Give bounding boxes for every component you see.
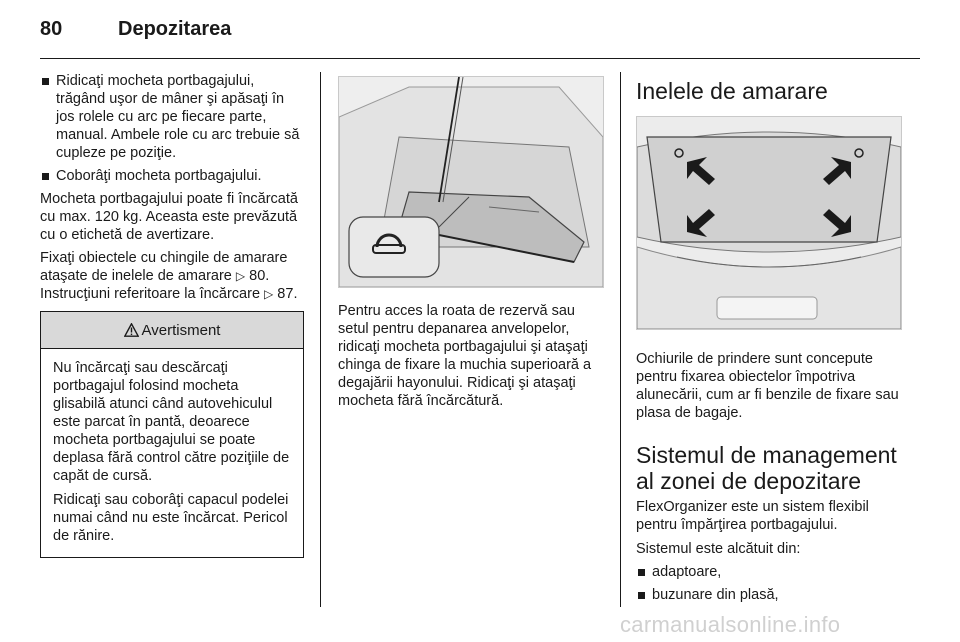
column-divider: [320, 72, 321, 607]
warning-text: Nu încărcaţi sau descărcaţi portbagajul folosind mocheta glisabilă atunci când autovehiculul este parcat în pantă, deoarece mocheta portbagajului se poate deplasa fără control către poziţiile de capăt de cursă.: [53, 360, 290, 484]
fastening-paragraph: Fixaţi obiectele cu chingile de amarare ataşate de inelele de amarare ▷ 80. Instrucţiuni referitoare la încărcare ▷ 87.: [40, 250, 298, 302]
page-number: 80: [40, 18, 63, 40]
column-middle: [338, 72, 604, 410]
warning-box: [40, 311, 304, 558]
component-list: [636, 563, 902, 604]
bullet-icon: [638, 569, 645, 576]
warning-body: [41, 349, 303, 557]
column-right: [636, 72, 902, 609]
load-capacity-paragraph: Mocheta portbagajului poate fi încărcată cu max. 120 kg. Aceasta este prevăzută cu o etichetă de avertizare.: [40, 191, 298, 243]
list-item: buzunare din plasă,: [636, 586, 902, 604]
page-header: [40, 10, 920, 56]
list-item: Ridicaţi mocheta portbagajului, trăgând uşor de mâner şi apăsaţi în jos rolele cu arc pe fiecare parte, manual. Ambele role cu arc trebuie să cupleze pe poziţie.: [40, 72, 304, 162]
triangle-ref-icon[interactable]: ▷: [235, 269, 246, 283]
flexorganizer-paragraph: FlexOrganizer este un sistem flexibil pentru împărţirea portbagajului.: [636, 499, 869, 533]
column-left: [40, 72, 304, 558]
instruction-list: [40, 72, 304, 185]
list-item: Coborâţi mocheta portbagajului.: [40, 167, 304, 185]
figure-caption: Pentru acces la roata de rezervă sau setul pentru depanarea anvelopelor, ridicaţi mocheta portbagajului şi ataşaţi chinga de fixare la muchia superioară a degajării hayonului. Ridicaţi şi ataşaţi mocheta fără încărcătură.: [338, 303, 592, 409]
triangle-ref-icon[interactable]: ▷: [264, 287, 274, 301]
warning-triangle-icon: [124, 323, 139, 337]
list-item: adaptoare,: [636, 563, 902, 581]
bullet-icon: [638, 592, 645, 599]
trunk-floor-illustration: [338, 76, 604, 288]
column-divider: [620, 72, 621, 607]
rings-paragraph: Ochiurile de prindere sunt concepute pentru fixarea obiectelor împotriva alunecării, cum ar fi benzile de fixare sau plasa de bagaje.: [636, 351, 899, 421]
bullet-icon: [42, 173, 49, 180]
warning-text: Ridicaţi sau coborâţi capacul podelei numai când nu este încărcat. Pericol de rănire.: [53, 492, 289, 544]
section-heading: Inelele de amarare: [636, 78, 828, 104]
header-divider: [40, 58, 920, 59]
warning-title: Avertisment: [141, 321, 221, 339]
page-title: Depozitarea: [118, 18, 232, 40]
system-paragraph: Sistemul este alcătuit din:: [636, 541, 801, 557]
section-heading: Sistemul de management al zonei de depozitare: [636, 442, 897, 494]
watermark: carmanualsonline.info: [620, 612, 841, 637]
warning-header: [41, 312, 303, 349]
lashing-rings-illustration: [636, 116, 902, 330]
bullet-icon: [42, 78, 49, 85]
